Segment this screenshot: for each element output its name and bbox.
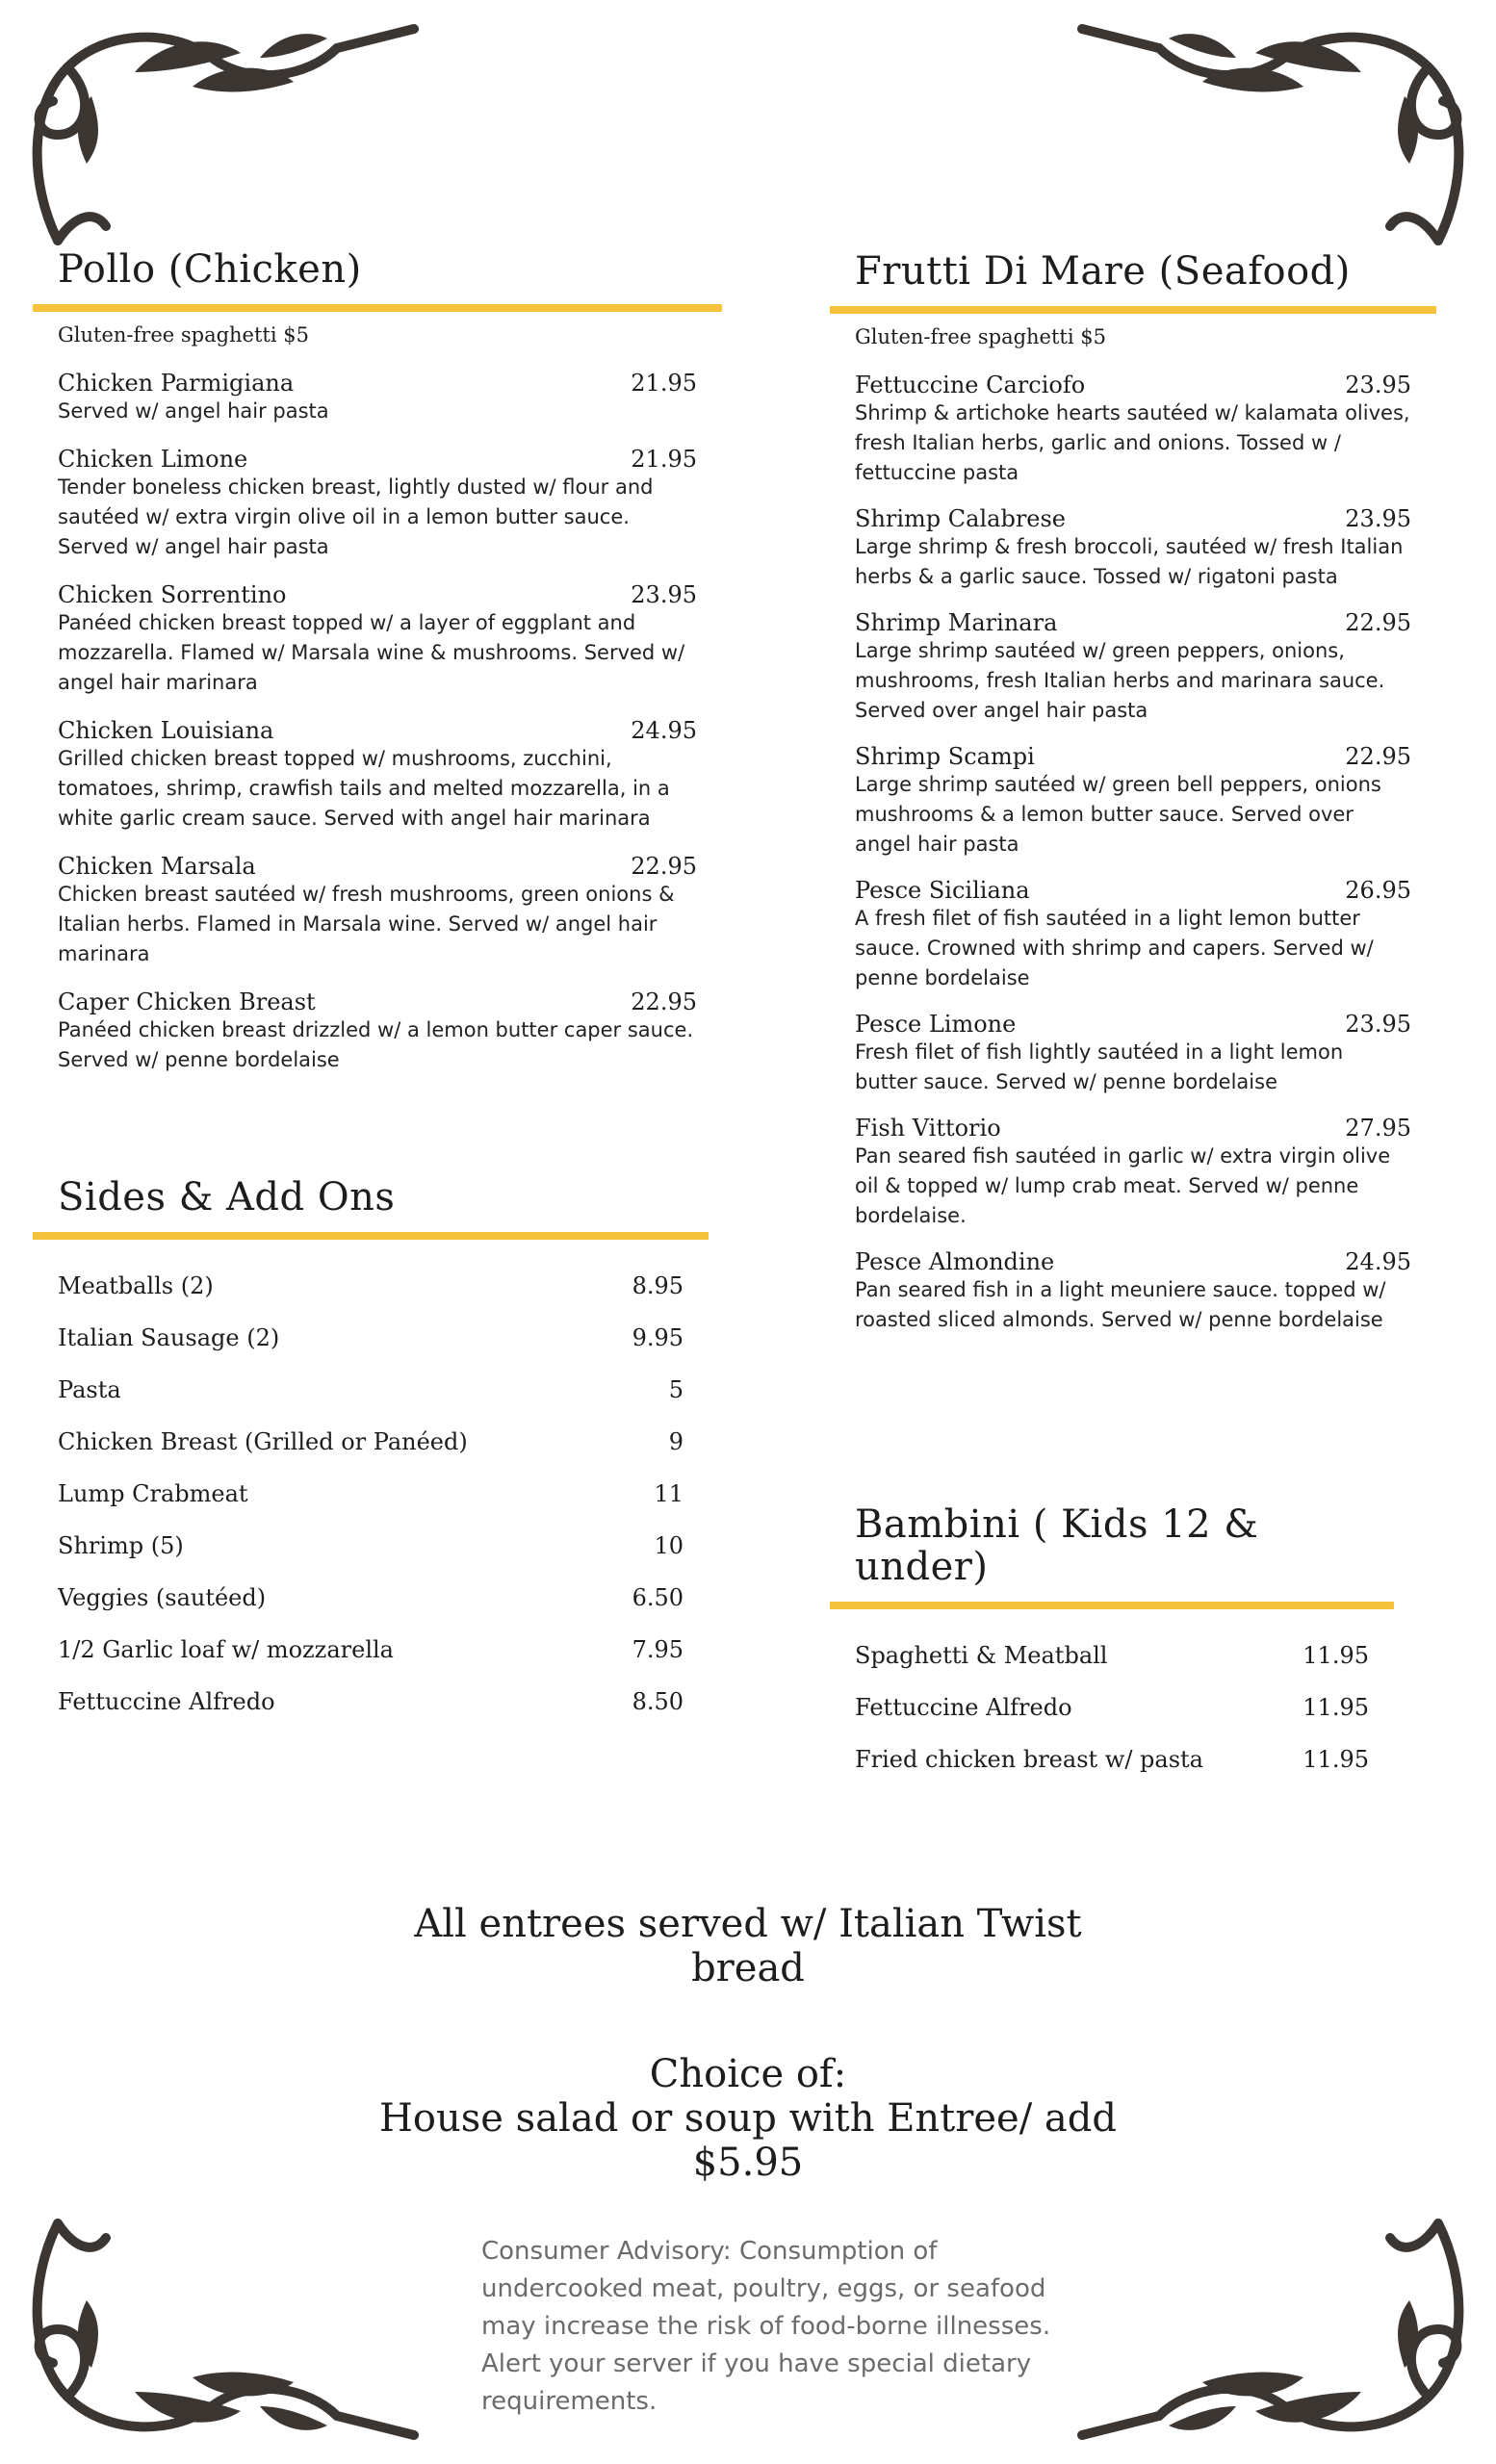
item-name: Chicken Sorrentino — [58, 581, 287, 608]
item-price: 24.95 — [1345, 1248, 1411, 1275]
item-description: Pan seared fish in a light meuniere sauce. topped w/ roasted sliced almonds. Served w/ penne bordelaise — [855, 1278, 1386, 1331]
item-price: 23.95 — [1345, 1011, 1411, 1038]
item-name: Chicken Louisiana — [58, 717, 274, 744]
item-description: Large shrimp & fresh broccoli, sautéed w/ fresh Italian herbs & a garlic sauce. Tossed w/ rigatoni pasta — [855, 535, 1404, 588]
item-description: Chicken breast sautéed w/ fresh mushrooms, green onions & Italian herbs. Flamed in Marsala wine. Served w/ angel hair marinara — [58, 883, 675, 965]
menu-item — [58, 717, 697, 834]
pollo-rule — [33, 304, 722, 312]
ornament-bottom-left — [19, 2214, 424, 2445]
item-price: 22.95 — [1345, 609, 1411, 636]
bambini-section — [830, 1503, 1394, 1798]
item-description: Panéed chicken breast drizzled w/ a lemon butter caper sauce. Served w/ penne bordelaise — [58, 1018, 694, 1071]
menu-item — [855, 505, 1411, 592]
menu-item — [855, 1248, 1411, 1335]
seafood-rule — [830, 306, 1436, 314]
item-price: 24.95 — [631, 717, 697, 744]
item-price: 7.95 — [632, 1636, 684, 1663]
item-name: Pesce Siciliana — [855, 877, 1030, 904]
flourish-icon — [19, 2214, 424, 2445]
item-price: 22.95 — [631, 988, 697, 1015]
consumer-advisory: Consumer Advisory: Consumption of undercooked meat, poultry, eggs, or seafood may increase the risk of food-borne illnesses. Alert your server if you have special dietary requirements. — [481, 2237, 1051, 2416]
item-price: 21.95 — [631, 370, 697, 397]
menu-item — [58, 988, 697, 1075]
menu-item — [58, 446, 697, 562]
ornament-bottom-right — [1072, 2214, 1477, 2445]
list-item — [58, 1532, 684, 1559]
item-name: Spaghetti & Meatball — [855, 1642, 1108, 1669]
item-price: 11.95 — [1303, 1642, 1369, 1669]
item-name: Fettuccine Alfredo — [58, 1688, 275, 1715]
item-price: 8.95 — [632, 1272, 684, 1299]
choice-line-2: House salad or soup with Entree/ add — [379, 2096, 1117, 2141]
flourish-icon — [19, 19, 424, 250]
seafood-note: Gluten-free spaghetti $5 — [855, 325, 1106, 348]
item-name: Caper Chicken Breast — [58, 988, 316, 1015]
pollo-section — [33, 248, 722, 1094]
item-name: Chicken Marsala — [58, 853, 256, 880]
pollo-title: Pollo (Chicken) — [58, 247, 362, 292]
ornament-top-right — [1072, 19, 1477, 250]
menu-item — [58, 370, 697, 426]
item-price: 26.95 — [1345, 877, 1411, 904]
item-price: 9.95 — [632, 1324, 684, 1351]
item-name: Chicken Breast (Grilled or Panéed) — [58, 1428, 468, 1455]
bambini-title: Bambini ( Kids 12 & under) — [855, 1502, 1259, 1589]
list-item — [58, 1480, 684, 1507]
list-item — [58, 1688, 684, 1715]
menu-item — [58, 853, 697, 969]
item-name: Chicken Limone — [58, 446, 248, 473]
menu-item — [855, 877, 1411, 993]
menu-item — [855, 609, 1411, 726]
item-name: Fettuccine Alfredo — [855, 1694, 1072, 1721]
sides-rule — [33, 1232, 709, 1240]
bambini-rule — [830, 1602, 1394, 1609]
list-item — [855, 1642, 1369, 1669]
pollo-list — [33, 370, 722, 1075]
menu-item — [58, 581, 697, 698]
item-price: 5 — [668, 1376, 684, 1403]
item-price: 22.95 — [631, 853, 697, 880]
item-name: Shrimp Scampi — [855, 743, 1035, 770]
item-name: Lump Crabmeat — [58, 1480, 248, 1507]
list-item — [58, 1376, 684, 1403]
item-price: 6.50 — [632, 1584, 684, 1611]
item-name: Shrimp Marinara — [855, 609, 1058, 636]
item-price: 21.95 — [631, 446, 697, 473]
item-price: 23.95 — [1345, 372, 1411, 398]
seafood-list — [830, 372, 1436, 1335]
choice-note — [0, 2052, 1496, 2185]
item-description: A fresh filet of fish sautéed in a light lemon butter sauce. Crowned with shrimp and capers. Served w/ penne bordelaise — [855, 907, 1374, 989]
item-price: 8.50 — [632, 1688, 684, 1715]
menu-item — [855, 372, 1411, 488]
item-price: 27.95 — [1345, 1115, 1411, 1142]
menu-item — [855, 1011, 1411, 1097]
list-item — [855, 1746, 1369, 1773]
list-item — [58, 1272, 684, 1299]
sides-title: Sides & Add Ons — [58, 1175, 396, 1219]
item-description: Shrimp & artichoke hearts sautéed w/ kalamata olives, fresh Italian herbs, garlic and onions. Tossed w / fettuccine pasta — [855, 401, 1410, 484]
item-name: Fried chicken breast w/ pasta — [855, 1746, 1203, 1773]
pollo-note: Gluten-free spaghetti $5 — [58, 323, 309, 346]
item-description: Fresh filet of fish lightly sautéed in a light lemon butter sauce. Served w/ penne bordelaise — [855, 1040, 1344, 1093]
item-description: Tender boneless chicken breast, lightly dusted w/ flour and sautéed w/ extra virgin olive oil in a lemon butter sauce. Served w/ angel hair pasta — [58, 475, 654, 558]
bambini-list — [830, 1642, 1394, 1773]
seafood-title: Frutti Di Mare (Seafood) — [855, 249, 1351, 294]
bread-line-2: bread — [691, 1946, 805, 1990]
item-description: Large shrimp sautéed w/ green bell peppers, onions mushrooms & a lemon butter sauce. Served over angel hair pasta — [855, 773, 1381, 856]
item-description: Grilled chicken breast topped w/ mushrooms, zucchini, tomatoes, shrimp, crawfish tails and melted mozzarella, in a white garlic cream sauce. Served with angel hair marinara — [58, 747, 670, 830]
flourish-icon — [1072, 2214, 1477, 2445]
list-item — [58, 1636, 684, 1663]
item-name: Shrimp Calabrese — [855, 505, 1067, 532]
item-price: 11.95 — [1303, 1746, 1369, 1773]
item-name: 1/2 Garlic loaf w/ mozzarella — [58, 1636, 394, 1663]
item-name: Fish Vittorio — [855, 1115, 1001, 1142]
choice-line-1: Choice of: — [649, 2052, 847, 2096]
item-name: Pasta — [58, 1376, 121, 1403]
item-name: Pesce Limone — [855, 1011, 1017, 1038]
choice-line-3: $5.95 — [692, 2141, 804, 2185]
seafood-section — [830, 250, 1436, 1352]
item-name: Italian Sausage (2) — [58, 1324, 280, 1351]
bread-line-1: All entrees served w/ Italian Twist — [414, 1902, 1082, 1946]
item-description: Served w/ angel hair pasta — [58, 399, 329, 423]
menu-item — [855, 1115, 1411, 1231]
item-name: Shrimp (5) — [58, 1532, 184, 1559]
menu-item — [855, 743, 1411, 860]
bread-note — [0, 1902, 1496, 1990]
item-price: 10 — [654, 1532, 684, 1559]
item-description: Panéed chicken breast topped w/ a layer of eggplant and mozzarella. Flamed w/ Marsala wine & mushrooms. Served w/ angel hair marinara — [58, 611, 685, 694]
item-description: Pan seared fish sautéed in garlic w/ extra virgin olive oil & topped w/ lump crab meat. Served w/ penne bordelaise. — [855, 1144, 1391, 1227]
list-item — [855, 1694, 1369, 1721]
item-description: Large shrimp sautéed w/ green peppers, onions, mushrooms, fresh Italian herbs and marinara sauce. Served over angel hair pasta — [855, 639, 1385, 722]
item-price: 9 — [668, 1428, 684, 1455]
list-item — [58, 1428, 684, 1455]
item-name: Pesce Almondine — [855, 1248, 1055, 1275]
item-name: Chicken Parmigiana — [58, 370, 295, 397]
item-price: 22.95 — [1345, 743, 1411, 770]
list-item — [58, 1584, 684, 1611]
list-item — [58, 1324, 684, 1351]
sides-section — [33, 1176, 709, 1740]
item-name: Meatballs (2) — [58, 1272, 214, 1299]
item-price: 11 — [654, 1480, 684, 1507]
ornament-top-left — [19, 19, 424, 250]
item-price: 23.95 — [631, 581, 697, 608]
item-price: 23.95 — [1345, 505, 1411, 532]
sides-list — [33, 1272, 709, 1715]
flourish-icon — [1072, 19, 1477, 250]
item-name: Fettuccine Carciofo — [855, 372, 1086, 398]
item-price: 11.95 — [1303, 1694, 1369, 1721]
item-name: Veggies (sautéed) — [58, 1584, 267, 1611]
